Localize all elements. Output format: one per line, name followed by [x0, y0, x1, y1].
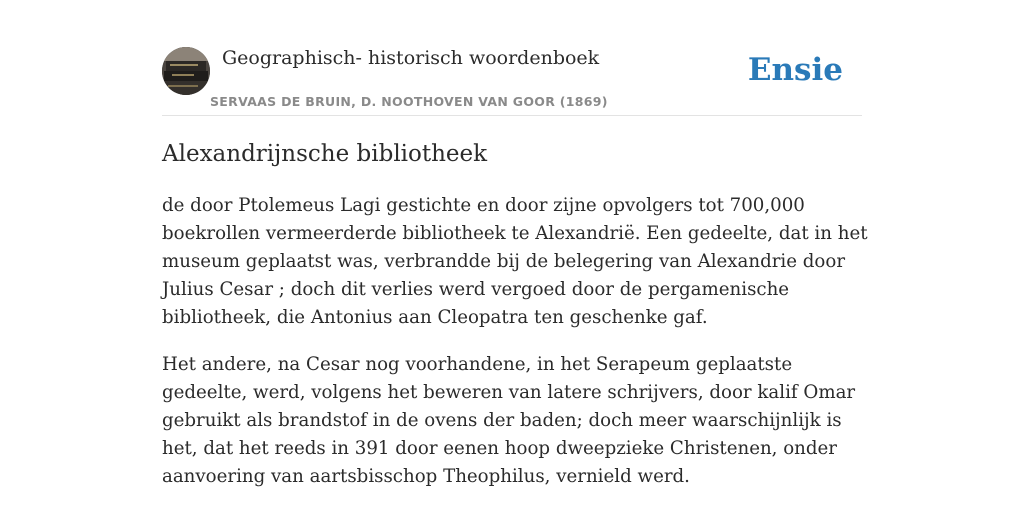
entry-body: [162, 192, 868, 510]
book-authors: SERVAAS DE BRUIN, D. NOOTHOVEN VAN GOOR (1869): [210, 94, 608, 109]
ensie-logo[interactable]: Ensie: [747, 52, 843, 88]
book-header: [162, 40, 862, 116]
entry-paragraph: Het andere, na Cesar nog voorhandene, in het Serapeum geplaatste gedeelte, werd, volgens het beweren van latere schrijvers, door kalif Omar gebruikt als brandstof in de ovens der baden; doch meer waarschijnlijk is het, dat het reeds in 391 door eenen hoop dweepzieke Christenen, onder aanvoering van aartsbisschop Theophilus, vernield werd.: [162, 354, 856, 487]
book-spines-icon[interactable]: [162, 47, 210, 95]
book-title[interactable]: Geographisch- historisch woordenboek: [222, 47, 600, 69]
entry-title: Alexandrijnsche bibliotheek: [162, 141, 488, 167]
entry-paragraph: de door Ptolemeus Lagi gestichte en door zijne opvolgers tot 700,000 boekrollen vermeerderde bibliotheek te Alexandrië. Een gedeelte, dat in het museum geplaatst was, verbrandde bij de belegering van Alexandrie door Julius Cesar ; doch dit verlies werd vergoed door de pergamenische bibliotheek, die Antonius aan Cleopatra ten geschenke gaf.: [162, 195, 868, 328]
